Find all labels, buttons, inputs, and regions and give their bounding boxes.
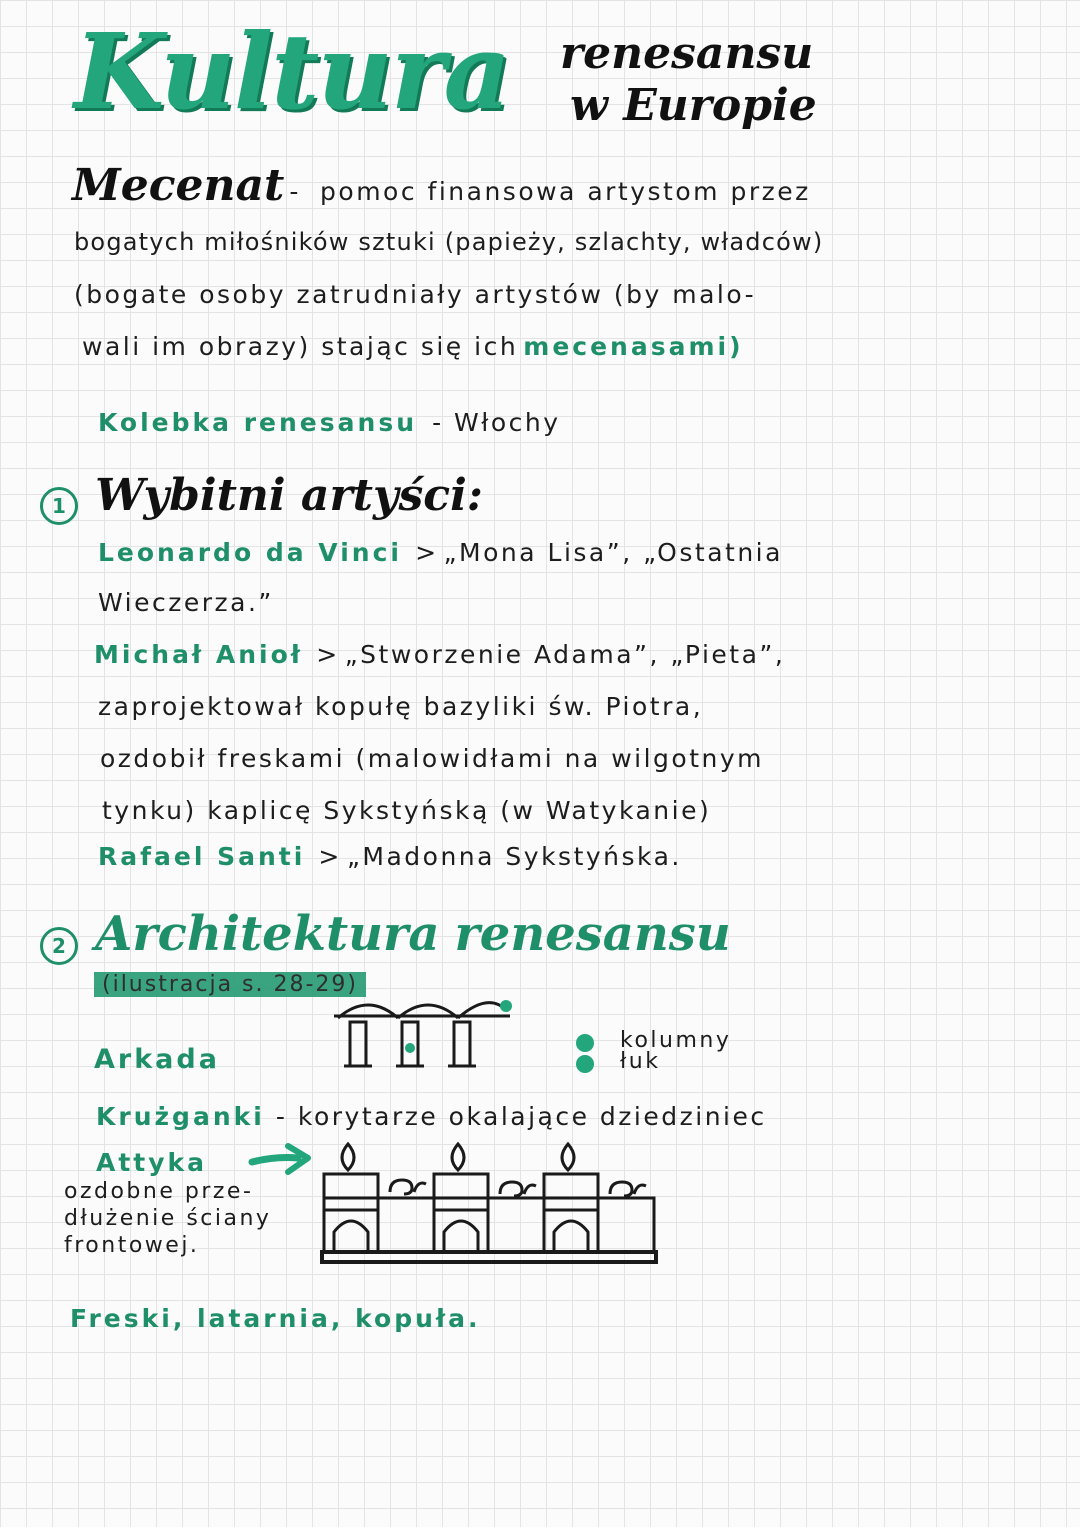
attyka-desc-1: ozdobne prze- — [64, 1179, 254, 1204]
michal-extra-2: ozdobił freskami (malowidłami na wilgotnym — [100, 744, 764, 773]
page-title: Kultura — [74, 10, 510, 133]
section-1-title: Wybitni artyści: — [95, 470, 484, 521]
mecenat-line-4 — [82, 332, 744, 361]
arcade-icon — [330, 996, 520, 1076]
title-subtitle-line2: w Europie — [570, 80, 817, 131]
kolebka-value: - Włochy — [432, 408, 561, 437]
mecenasami-term: mecenasami) — [523, 332, 744, 361]
illustration-reference — [94, 972, 366, 997]
mecenat-dash: - — [289, 177, 301, 206]
attyka-label: Attyka — [96, 1148, 208, 1177]
section-2-heading — [40, 906, 731, 965]
artist-row-michal — [94, 640, 785, 669]
arrow-right-icon — [248, 1142, 312, 1176]
legend-luk-label: łuk — [620, 1049, 661, 1074]
artist-row-rafael — [98, 842, 682, 871]
section-1-heading — [40, 470, 483, 525]
kruzganki-text: - korytarze okalające dziedziniec — [275, 1102, 767, 1131]
attyka-desc-2: dłużenie ściany — [64, 1206, 272, 1231]
artist-arrow-leonardo: > — [415, 538, 439, 567]
attic-facade-icon — [318, 1140, 663, 1270]
section-2-title-part1: Architektura — [95, 906, 440, 962]
mecenat-text-1: pomoc finansowa artystom przez — [320, 177, 811, 206]
mecenat-text-3: (bogate osoby zatrudniały artystów (by malo- — [74, 280, 757, 309]
michal-extra-3: tynku) kaplicę Sykstyńską (w Watykanie) — [102, 796, 712, 825]
legend-kolumny-label: kolumny — [620, 1028, 732, 1053]
kruzganki-line — [96, 1102, 767, 1131]
section-1-number: 1 — [40, 487, 78, 525]
kolebka-line — [98, 408, 561, 437]
artist-works-leonardo-cont: Wieczerza.” — [98, 588, 274, 617]
mecenat-line-1 — [72, 160, 811, 211]
attyka-desc-3: frontowej. — [64, 1233, 200, 1258]
title-subtitle-line1: renesansu — [560, 28, 814, 79]
legend-dot-icon — [576, 1055, 594, 1073]
section-2-title-part2: renesansu — [454, 906, 731, 962]
artist-works-rafael: „Madonna Sykstyńska. — [346, 842, 682, 871]
artist-name-michal: Michał Anioł — [94, 640, 304, 669]
mecenat-text-4: wali im obrazy) stając się ich — [82, 332, 519, 361]
artist-works-leonardo: „Mona Lisa”, „Ostatnia — [443, 538, 783, 567]
architecture-elements-list: Freski, latarnia, kopuła. — [70, 1304, 481, 1333]
mecenat-term: Mecenat — [72, 160, 285, 211]
artist-row-leonardo — [98, 538, 783, 567]
kruzganki-label: Krużganki — [96, 1102, 265, 1131]
artist-name-leonardo: Leonardo da Vinci — [98, 538, 402, 567]
artist-arrow-rafael: > — [318, 842, 342, 871]
section-2-number: 2 — [40, 927, 78, 965]
attyka-description — [64, 1178, 271, 1259]
illustration-highlight: (ilustracja s. 28-29) — [94, 972, 366, 997]
arcade-legend — [576, 1028, 731, 1074]
michal-extra-1: zaprojektował kopułę bazyliki św. Piotra, — [98, 692, 704, 721]
arkada-label: Arkada — [94, 1044, 220, 1075]
artist-name-rafael: Rafael Santi — [98, 842, 306, 871]
kolebka-label: Kolebka renesansu — [98, 408, 417, 437]
artist-arrow-michal: > — [316, 640, 340, 669]
artist-works-michal: „Stworzenie Adama”, „Pieta”, — [344, 640, 786, 669]
mecenat-text-2: bogatych miłośników sztuki (papieży, szlachty, władców) — [74, 228, 824, 256]
